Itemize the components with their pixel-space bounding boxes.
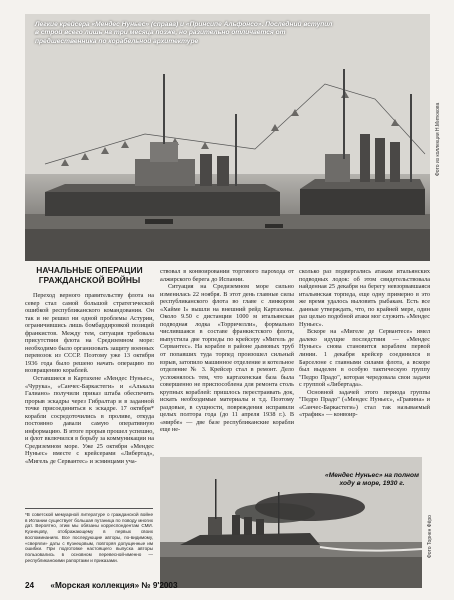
paragraph: Ситуация на Средиземном море сильно изменилась 22 ноября. В этот день главные силы республиканского флота во главе с линкором «Хайме I» вышли на внешний рейд Картахены. Около 9.50 с дистанции 1000 м итальянская подводная лодка «Торричелли», формально числившаяся в составе франкистского флота, выпустила две торпеды по крейсеру «Мигель де Сервантес». На корабле в районе дымовых труб от попавших туда торпед произошел сильный взрыв, затопило машинное отделение и котельное отделение № 3. Крейсер стал в ремонт. Дело усложнялось тем, что картахенская база была совершенно не приспособлена для ремонта столь крупных кораблей: пришлось перестраивать док, искать необходимые материалы и т.д. Поэтому раздовые, в сущности, повреждения исправили целых полтора года (до 11 апреля 1938 г.). В «мирбе» — две базе республиканские корабли еще не- [160,283,294,434]
page-number: 24 [25,581,35,590]
top-photo [25,14,430,261]
paragraph: сколько раз подвергались атакам итальянских подводных лодок: об этом свидетельствовала найденная 25 декабря на берегу невзорвавшаяся итальянская торпеда, еще одну примерно в это же время удалось выловить рыбакам. Есть все данные утверждать, что, по крайней мере, один раз целью подобной атаки мог служить «Мендес Нуньес». [299,268,430,328]
bottom-photo-credit: Фото Торнен Фёро [427,515,433,558]
paragraph: Вскоре на «Мигеле де Сервантесе» имел далеко идущие последствия — «Мендес Нуньес» снова становится кораблем первой линии. 1 декабря крейсер соединился в Барселоне с главными силами флота, а вскоре был выделен в особую тактическую группу "Педро Прадо", которая чередовала свои задачи с группой «Либертада». [299,328,430,389]
top-photo-caption: Легкие крейсера «Мендес Нуньес» (справа) и «Принсипе Альфонсо». Последний вступил в строй всего лишь на три месяца позже, но разительно отличается от предшественника по корабельной архитектуре [35,21,333,45]
paragraph: ствовал в конвоировании торгового парохода от алжирского берега до Испании. [160,268,294,283]
paragraph: Оставшиеся в Картахене «Мендес Нуньес», «Чурука», «Санчес-Баркастеги» и «Алькала Галиано» получили приказ штаба обеспечить прорыв эскадры через Гибралтар и в заданной точке присоединиться к эскадре. 17 октября* корабли сосредоточились в проливе, откуда постоянно давали самую оперативную информацию. В итоге прорыв прошел успешно, и флот включился в борьбу за коммуникации на Средиземном море. Уже 25 октября «Мендес Нуньес» вместе с крейсерами «Либертад», «Мигель де Сервантес» и эсминцами уча- [25,375,154,466]
paragraph: Основной задачей этого периода группы "Педро Прадо" («Мендес Нуньес», «Гравина» и «Санчес-Баркастеги») стал так называемый «трафик» — конвоир- [299,388,430,419]
article-column-1 [25,292,154,466]
article-column-3 [299,268,430,419]
cruisers-illustration [25,14,430,261]
page-footer [25,581,178,590]
magazine-title: «Морская коллекция» № 9'2003 [50,581,178,590]
section-heading: НАЧАЛЬНЫЕ ОПЕРАЦИИ ГРАЖДАНСКОЙ ВОЙНЫ [36,265,143,285]
paragraph: Переход верного правительству флота на север стал самой большой стратегической ошибкой республиканского командования. Он так и не решил ни одной проблемы Астурии, ограничившись лишь бомбардировкой позиций франкистов. Между тем, ситуация требовала присутствия флота на Средиземном море: необходимо было организовать защиту военных перевозок из СССР. Поэтому уже 13 октября 1936 года было решено начать операцию по возвращению кораблей. [25,292,154,375]
top-photo-credit: Фото из коллекции Н.Митюкова [435,102,441,176]
footnote: *В советской мемуарной литературе о гражданской войне в Испании существует большая путаница по поводу многих дат. Вероятно, этим мы обязаны корреспондентам СМИ. Кузнецову, отображающему в первых своих воспоминаниях. Все последующие авторы, по-видимому, «сверяли» даты с Кузнецовым, повторяя допущенные им ошибки. При подготовке настоящего выпуска авторы пользовались в основном перевесной-именно — республиканскими рапортами и приказами. [25,508,153,563]
article-column-2 [160,268,294,434]
bottom-photo-caption: «Мендес Нуньес» на полном ходу в море, 1930 г. [325,472,419,488]
